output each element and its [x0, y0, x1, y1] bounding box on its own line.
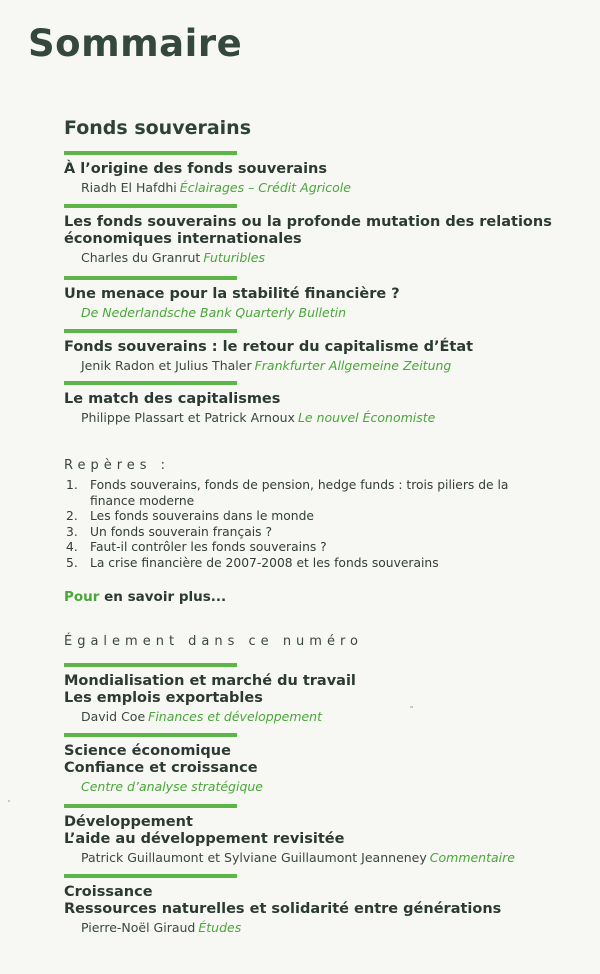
item-text: Les fonds souverains dans le monde	[90, 509, 314, 523]
article-source: Finances et développement	[148, 709, 323, 724]
item-text: Faut-il contrôler les fonds souverains ?	[90, 540, 327, 554]
article-author: Pierre-Noël Giraud	[81, 920, 196, 935]
article-author: Riadh El Hafdhi	[81, 180, 177, 195]
article-title[interactable]: Fonds souverains : le retour du capitalisme d’État	[64, 339, 474, 355]
article-title[interactable]: Ressources naturelles et solidarité entre générations	[64, 901, 502, 917]
article-entry[interactable]	[64, 204, 584, 266]
list-item[interactable]	[66, 478, 526, 509]
article-title[interactable]: Confiance et croissance	[64, 760, 258, 776]
article-title[interactable]: Une menace pour la stabilité financière ?	[64, 286, 400, 302]
article-category: Science économique	[64, 743, 231, 759]
green-rule	[64, 804, 237, 808]
article-entry[interactable]	[64, 874, 584, 936]
list-item[interactable]	[66, 556, 526, 572]
article-author: Charles du Granrut	[81, 250, 201, 265]
section-title: Fonds souverains	[64, 117, 252, 139]
item-number: 2.	[66, 509, 78, 523]
article-meta	[81, 849, 584, 866]
item-number: 3.	[66, 524, 78, 539]
article-source: Études	[198, 920, 242, 935]
item-number: 5.	[66, 555, 78, 570]
article-entry[interactable]	[64, 733, 584, 795]
item-number: 1.	[66, 478, 78, 492]
more-info-link[interactable]	[64, 589, 226, 605]
article-category: Développement	[64, 814, 193, 830]
item-text: Un fonds souverain français ?	[90, 524, 273, 539]
green-rule	[64, 329, 237, 333]
list-item[interactable]	[66, 525, 526, 541]
article-title[interactable]: Le match des capitalismes	[64, 391, 281, 407]
article-meta	[81, 304, 584, 321]
article-meta	[81, 778, 584, 795]
reperes-heading: Repères :	[64, 458, 171, 473]
article-author: Patrick Guillaumont et Sylviane Guillaumont Jeanneney	[81, 850, 427, 865]
page-title: Sommaire	[28, 22, 243, 65]
article-entry[interactable]	[64, 663, 584, 725]
scan-speck	[8, 800, 10, 802]
green-rule	[64, 276, 237, 280]
article-author: Philippe Plassart et Patrick Arnoux	[81, 410, 295, 425]
item-text: La crise financière de 2007-2008 et les fonds souverains	[90, 555, 439, 570]
more-rest: en savoir plus...	[104, 589, 227, 605]
article-source: Éclairages – Crédit Agricole	[179, 180, 351, 195]
article-source: Centre d’analyse stratégique	[81, 779, 264, 794]
article-category: Mondialisation et marché du travail	[64, 673, 356, 689]
item-text: Fonds souverains, fonds de pension, hedge funds : trois piliers de la finance moderne	[90, 478, 509, 508]
article-entry[interactable]	[64, 329, 584, 374]
article-title[interactable]: Les emplois exportables	[64, 690, 263, 706]
more-prefix: Pour	[64, 589, 100, 605]
list-item[interactable]	[66, 509, 526, 525]
list-item[interactable]	[66, 540, 526, 556]
article-entry[interactable]	[64, 804, 584, 866]
article-source: Futuribles	[203, 250, 265, 265]
article-category: Croissance	[64, 884, 153, 900]
article-title[interactable]: L’aide au développement revisitée	[64, 831, 345, 847]
scan-speck	[410, 706, 413, 708]
article-entry[interactable]	[64, 381, 584, 426]
article-meta	[81, 249, 584, 266]
article-meta	[81, 357, 584, 374]
article-title[interactable]: À l’origine des fonds souverains	[64, 161, 327, 177]
green-rule	[64, 381, 237, 385]
article-meta	[81, 179, 584, 196]
article-source: De Nederlandsche Bank Quarterly Bulletin	[81, 305, 346, 320]
article-meta	[81, 708, 584, 725]
also-heading: Également dans ce numéro	[64, 634, 363, 649]
article-author: Jenik Radon et Julius Thaler	[81, 358, 252, 373]
green-rule	[64, 151, 237, 155]
article-source: Le nouvel Économiste	[297, 410, 436, 425]
article-meta	[81, 409, 584, 426]
green-rule	[64, 663, 237, 667]
article-source: Commentaire	[429, 850, 515, 865]
article-entry[interactable]	[64, 276, 584, 321]
green-rule	[64, 874, 237, 878]
article-source: Frankfurter Allgemeine Zeitung	[254, 358, 452, 373]
reperes-list	[66, 478, 526, 571]
article-author: David Coe	[81, 709, 146, 724]
green-rule	[64, 204, 237, 208]
article-entry[interactable]	[64, 151, 584, 196]
green-rule	[64, 733, 237, 737]
item-number: 4.	[66, 540, 78, 554]
article-meta	[81, 919, 584, 936]
article-title[interactable]: Les fonds souverains ou la profonde mutation des relations économiques internationales	[64, 214, 552, 247]
